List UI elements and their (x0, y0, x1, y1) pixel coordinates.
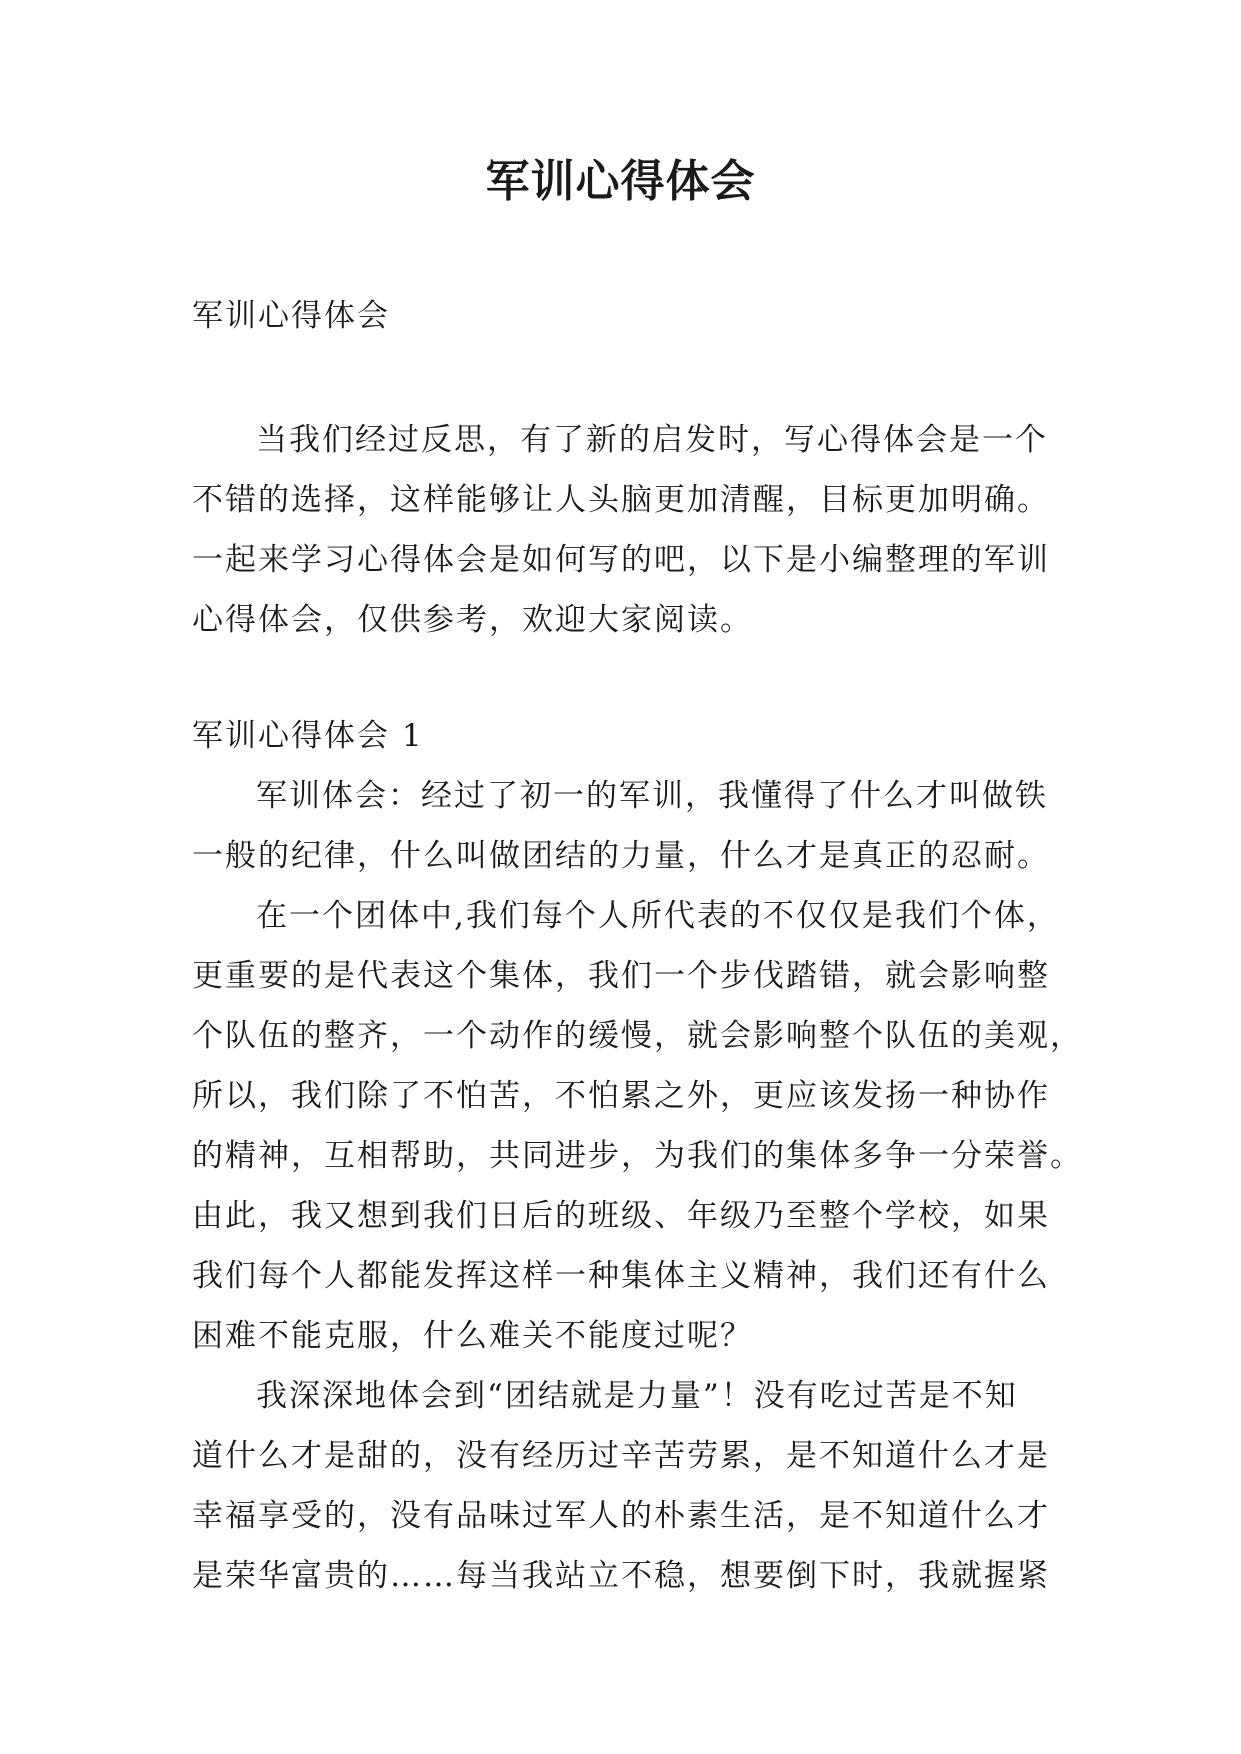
text-line: 个队伍的整齐，一个动作的缓慢，就会影响整个队伍的美观， (192, 1018, 1083, 1054)
section-heading: 军训心得体会 1 (192, 718, 424, 754)
text-line: 当我们经过反思，有了新的启发时，写心得体会是一个 (256, 422, 1048, 458)
text-line: 军训体会：经过了初一的军训，我懂得了什么才叫做铁 (256, 778, 1048, 814)
document-title: 军训心得体会 (485, 156, 756, 207)
text-line: 一起来学习心得体会是如何写的吧，以下是小编整理的军训 (192, 542, 1050, 578)
paragraph-1 (192, 766, 1062, 886)
text-line: 在一个团体中,我们每个人所代表的不仅仅是我们个体， (256, 898, 1060, 934)
spacer (192, 650, 1062, 706)
text-line: 所以，我们除了不怕苦，不怕累之外，更应该发扬一种协作 (192, 1078, 1050, 1114)
text-line: 一般的纪律，什么叫做团结的力量，什么才是真正的忍耐。 (192, 838, 1050, 874)
text-line: 的精神，互相帮助，共同进步，为我们的集体多争一分荣誉。 (192, 1138, 1083, 1174)
text-line: 是荣华富贵的……每当我站立不稳，想要倒下时，我就握紧 (192, 1558, 1050, 1594)
text-line: 不错的选择，这样能够让人头脑更加清醒，目标更加明确。 (192, 482, 1050, 518)
paragraph-2 (192, 886, 1083, 1366)
text-line: 道什么才是甜的，没有经历过辛苦劳累，是不知道什么才是 (192, 1438, 1050, 1474)
document-body (192, 286, 1083, 1606)
text-line: 困难不能克服，什么难关不能度过呢？ (192, 1318, 753, 1354)
intro-paragraph (192, 410, 1062, 650)
spacer (192, 346, 1062, 410)
text-line: 幸福享受的，没有品味过军人的朴素生活，是不知道什么才 (192, 1498, 1050, 1534)
text-line: 由此，我又想到我们日后的班级、年级乃至整个学校，如果 (192, 1198, 1050, 1234)
paragraph-3 (192, 1366, 1062, 1606)
subtitle: 军训心得体会 (192, 298, 390, 334)
text-line: 我深深地体会到“团结就是力量”！没有吃过苦是不知 (256, 1378, 1018, 1414)
text-line: 我们每个人都能发挥这样一种集体主义精神，我们还有什么 (192, 1258, 1050, 1294)
text-line: 更重要的是代表这个集体，我们一个步伐踏错，就会影响整 (192, 958, 1050, 994)
text-line: 心得体会，仅供参考，欢迎大家阅读。 (192, 602, 753, 638)
